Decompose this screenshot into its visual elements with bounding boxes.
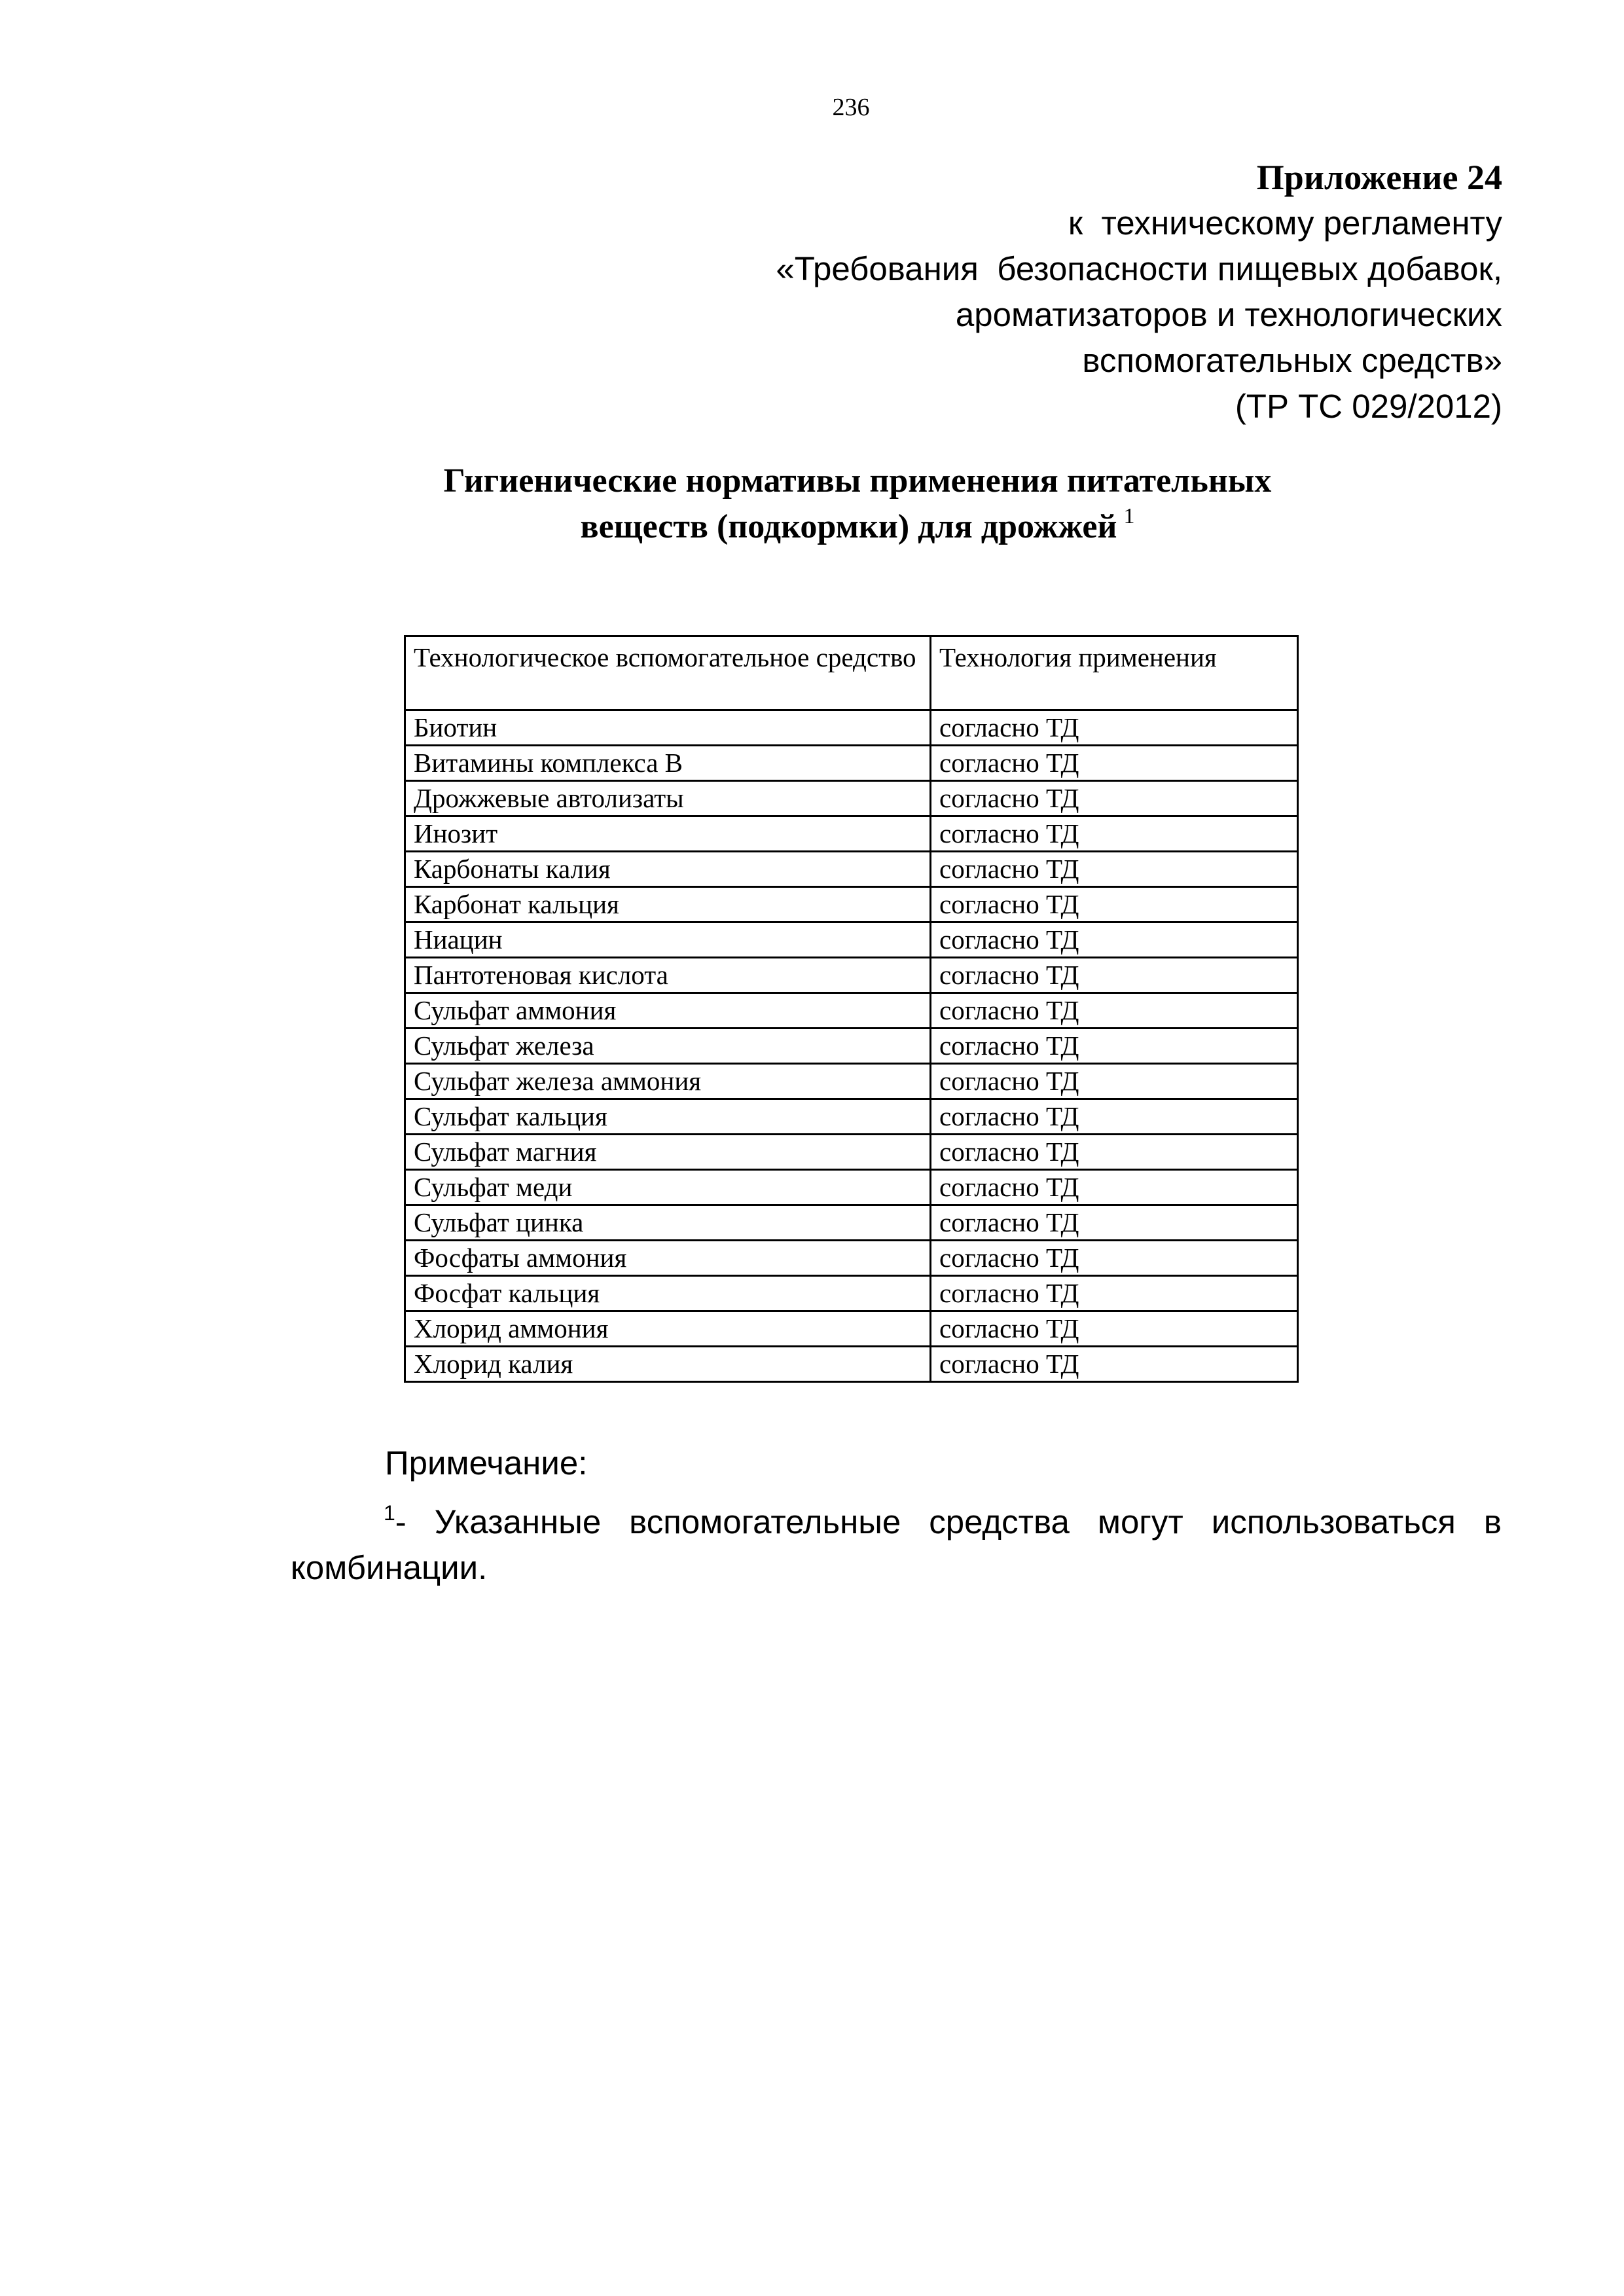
table-row (405, 781, 1298, 816)
technology-cell: согласно ТД (931, 1064, 1298, 1099)
document-title (262, 458, 1453, 550)
table-header-row (405, 636, 1298, 710)
substance-cell: Сульфат железа (405, 1029, 931, 1064)
table-row (405, 1029, 1298, 1064)
document-title-line-2: веществ (подкормки) для дрожжей (580, 508, 1117, 545)
technology-cell: согласно ТД (931, 1135, 1298, 1170)
substance-cell: Карбонат кальция (405, 887, 931, 922)
document-title-line-1: Гигиенические нормативы применения питательных (443, 462, 1272, 500)
technology-cell: согласно ТД (931, 852, 1298, 887)
technology-cell: согласно ТД (931, 1347, 1298, 1382)
table-row (405, 887, 1298, 922)
technology-cell: согласно ТД (931, 1241, 1298, 1276)
substance-cell: Сульфат аммония (405, 993, 931, 1029)
appendix-line-4: вспомогательных средств» (1082, 342, 1502, 379)
technology-cell: согласно ТД (931, 710, 1298, 746)
technology-cell: согласно ТД (931, 1170, 1298, 1205)
table-row (405, 1135, 1298, 1170)
page-number: 236 (832, 94, 870, 121)
table-row (405, 852, 1298, 887)
substance-cell: Карбонаты калия (405, 852, 931, 887)
substance-cell: Фосфат кальция (405, 1276, 931, 1311)
substance-cell: Инозит (405, 816, 931, 852)
substance-cell: Дрожжевые автолизаты (405, 781, 931, 816)
table-row (405, 746, 1298, 781)
appendix-line-1: к техническому регламенту (1068, 204, 1502, 242)
substance-cell: Хлорид калия (405, 1347, 931, 1382)
table-row (405, 1064, 1298, 1099)
appendix-line-5: (ТР ТС 029/2012) (1235, 388, 1502, 425)
substance-cell: Сульфат кальция (405, 1099, 931, 1135)
technology-cell: согласно ТД (931, 746, 1298, 781)
table-row (405, 1205, 1298, 1241)
note-footnote-mark: 1 (384, 1501, 395, 1525)
substance-cell: Ниацин (405, 922, 931, 958)
table-row (405, 1311, 1298, 1347)
technology-cell: согласно ТД (931, 958, 1298, 993)
table-row (405, 993, 1298, 1029)
substance-cell: Сульфат магния (405, 1135, 931, 1170)
technology-cell: согласно ТД (931, 922, 1298, 958)
table-row (405, 1276, 1298, 1311)
table-row (405, 816, 1298, 852)
table-row (405, 710, 1298, 746)
substance-cell: Сульфат меди (405, 1170, 931, 1205)
note-heading: Примечание: (385, 1444, 588, 1482)
substance-cell: Сульфат цинка (405, 1205, 931, 1241)
substance-cell: Хлорид аммония (405, 1311, 931, 1347)
table-row (405, 1347, 1298, 1382)
substance-cell: Витамины комплекса В (405, 746, 931, 781)
norms-table (404, 635, 1299, 1383)
technology-cell: согласно ТД (931, 887, 1298, 922)
substance-cell: Сульфат железа аммония (405, 1064, 931, 1099)
technology-cell: согласно ТД (931, 781, 1298, 816)
table-header-cell: Технология применения (931, 636, 1298, 710)
technology-cell: согласно ТД (931, 1311, 1298, 1347)
substance-cell: Фосфаты аммония (405, 1241, 931, 1276)
appendix-title: Приложение 24 (1256, 158, 1502, 197)
technology-cell: согласно ТД (931, 816, 1298, 852)
technology-cell: согласно ТД (931, 1276, 1298, 1311)
appendix-line-2: «Требования безопасности пищевых добавок, (776, 250, 1502, 287)
substance-cell: Биотин (405, 710, 931, 746)
note-body: - Указанные вспомогательные средства могут использоваться в комбинации. (291, 1503, 1502, 1586)
table-row (405, 1170, 1298, 1205)
table-row (405, 922, 1298, 958)
substance-cell: Пантотеновая кислота (405, 958, 931, 993)
table-header-cell: Технологическое вспомогательное средство (405, 636, 931, 710)
appendix-line-3: ароматизаторов и технологических (955, 296, 1502, 333)
technology-cell: согласно ТД (931, 1029, 1298, 1064)
appendix-block (389, 155, 1502, 429)
table-row (405, 958, 1298, 993)
technology-cell: согласно ТД (931, 993, 1298, 1029)
document-title-footnote-mark: 1 (1123, 504, 1135, 528)
table-row (405, 1099, 1298, 1135)
table-row (405, 1241, 1298, 1276)
technology-cell: согласно ТД (931, 1099, 1298, 1135)
note-text (291, 1499, 1502, 1591)
technology-cell: согласно ТД (931, 1205, 1298, 1241)
